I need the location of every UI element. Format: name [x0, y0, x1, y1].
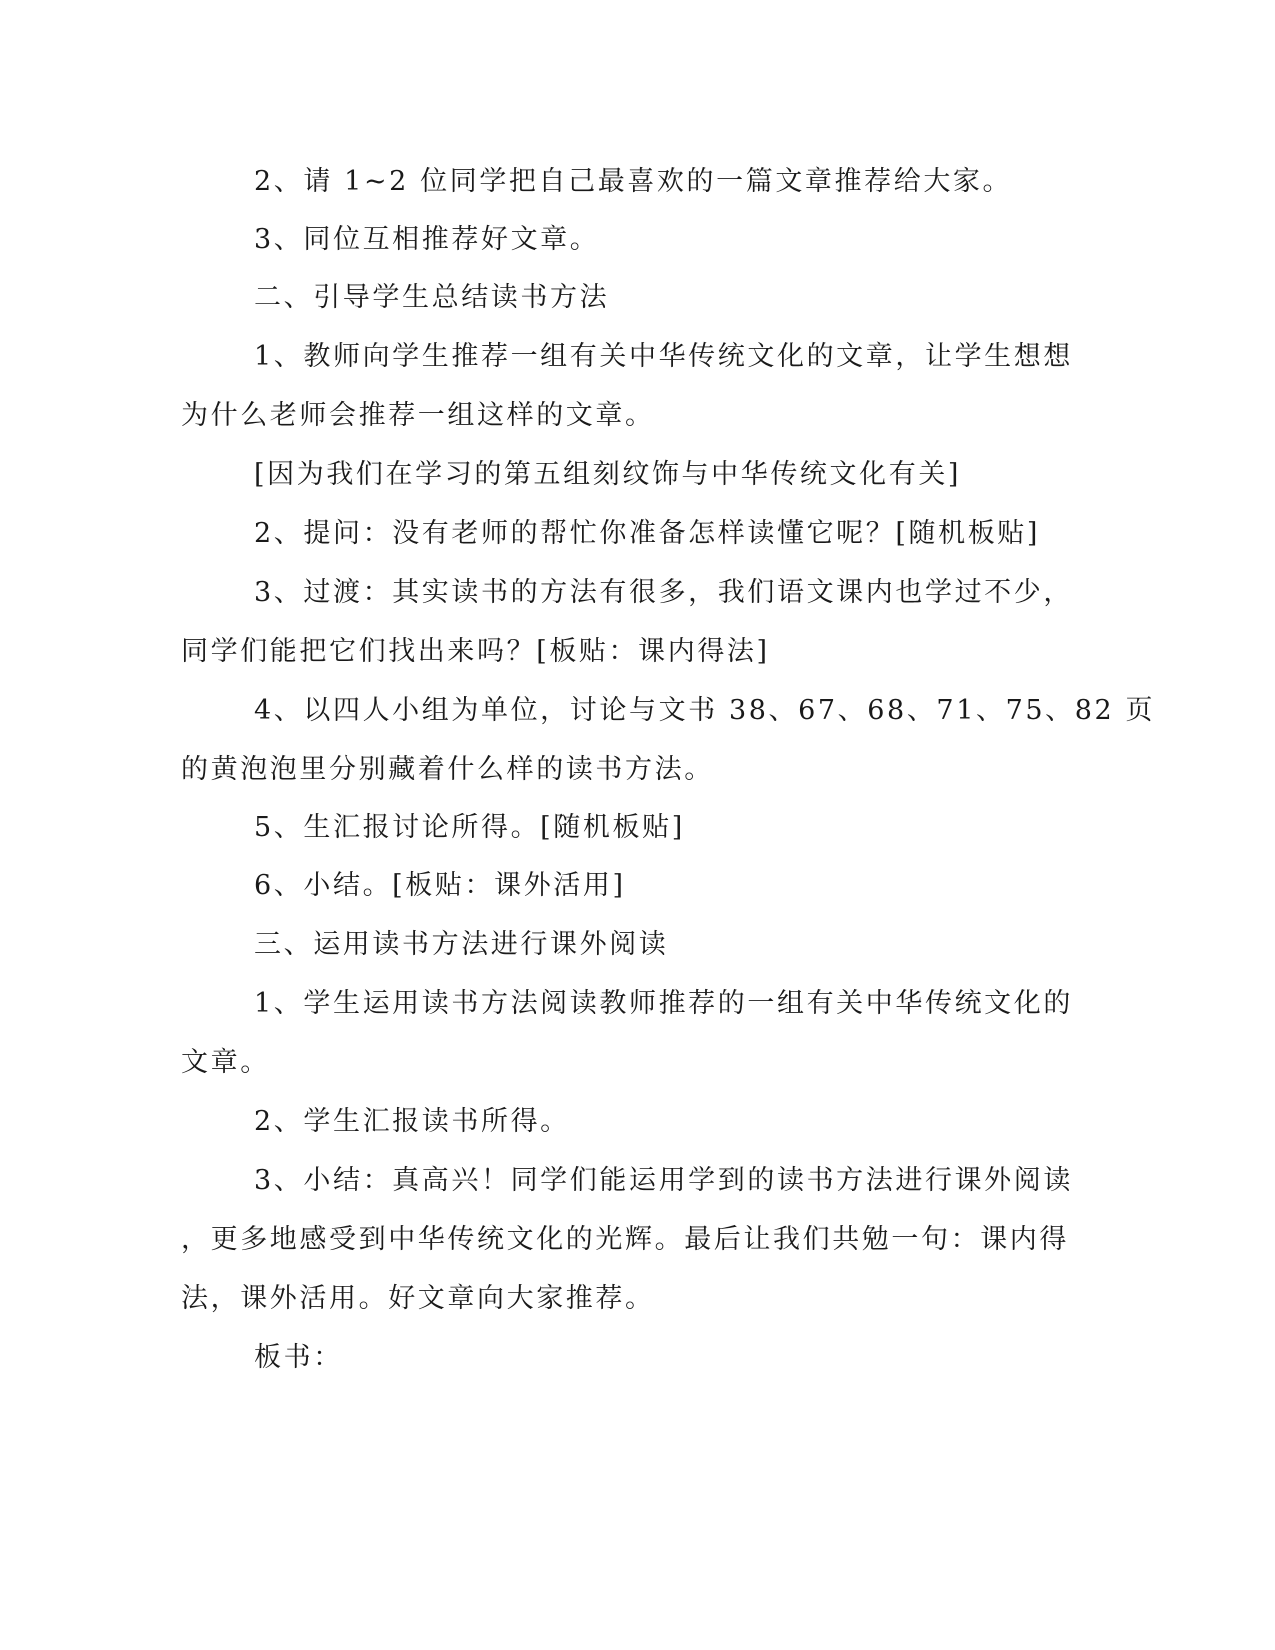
text-line: 1、教师向学生推荐一组有关中华传统文化的文章，让学生想想: [254, 341, 1073, 372]
text-line: 3、过渡：其实读书的方法有很多，我们语文课内也学过不少，: [254, 577, 1073, 608]
text-line: 板书：: [254, 1342, 343, 1373]
text-line: 4、以四人小组为单位，讨论与文书 38、67、68、71、75、82 页: [254, 695, 1156, 726]
text-line: 1、学生运用读书方法阅读教师推荐的一组有关中华传统文化的: [254, 988, 1073, 1019]
text-line: 为什么老师会推荐一组这样的文章。: [181, 400, 655, 431]
section-heading: 二、引导学生总结读书方法: [254, 282, 610, 313]
text-line: 法，课外活用。好文章向大家推荐。: [181, 1283, 655, 1314]
text-line: 6、小结。[板贴：课外活用]: [254, 870, 626, 901]
text-line: 的黄泡泡里分别藏着什么样的读书方法。: [181, 754, 714, 785]
text-line: 2、请 1~2 位同学把自己最喜欢的一篇文章推荐给大家。: [254, 166, 1013, 197]
text-line: 3、小结：真高兴！同学们能运用学到的读书方法进行课外阅读: [254, 1165, 1073, 1196]
text-line: ，更多地感受到中华传统文化的光辉。最后让我们共勉一句：课内得: [181, 1224, 1069, 1255]
text-line: 2、学生汇报读书所得。: [254, 1106, 570, 1137]
section-heading: 三、运用读书方法进行课外阅读: [254, 929, 669, 960]
text-line: 文章。: [181, 1047, 270, 1078]
text-line: 5、生汇报讨论所得。[随机板贴]: [254, 812, 685, 843]
text-line: 3、同位互相推荐好文章。: [254, 224, 600, 255]
text-line: 2、提问：没有老师的帮忙你准备怎样读懂它呢？[随机板贴]: [254, 518, 1041, 549]
text-line: 同学们能把它们找出来吗？[板贴：课内得法]: [181, 636, 770, 667]
text-line: [因为我们在学习的第五组刻纹饰与中华传统文化有关]: [254, 459, 962, 490]
